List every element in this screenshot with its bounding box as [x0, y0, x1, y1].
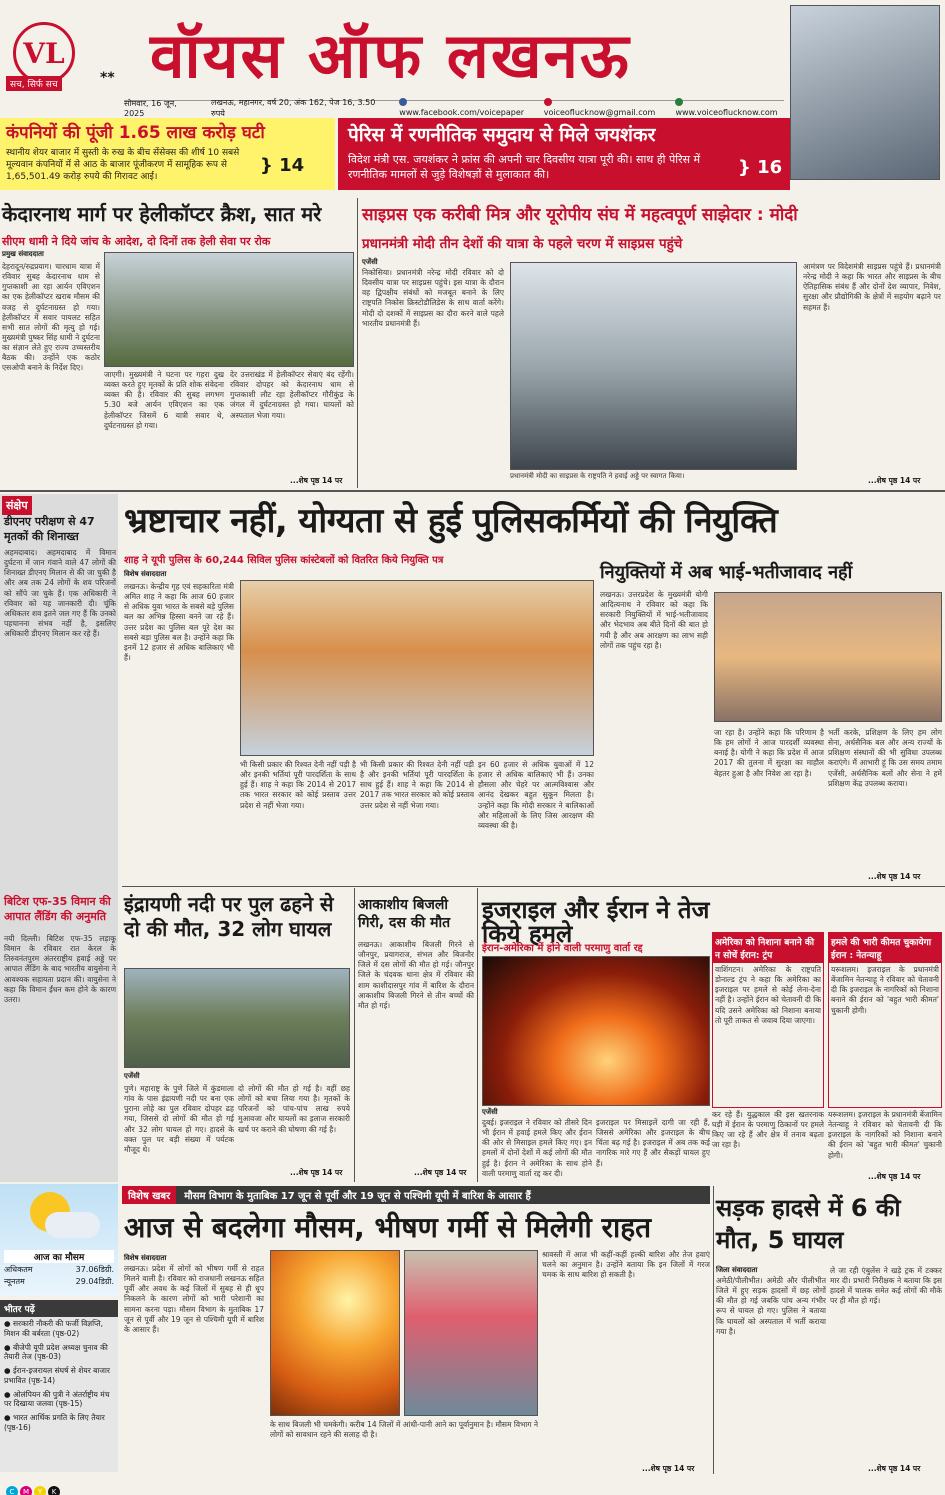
facebook-link[interactable]: www.facebook.com/voicepaper [399, 98, 529, 117]
weather-title: आज का मौसम [4, 1250, 114, 1263]
facebook-icon [399, 98, 407, 106]
byline: एजेंसी [362, 258, 378, 266]
photo-caption: प्रधानमंत्री मोदी का साइप्रस के राष्ट्रपति ने हवाई अड्डे पर स्वागत किया। [510, 472, 685, 480]
newspaper-title: वॉयस ऑफ लखनऊ [150, 19, 631, 92]
story-bridge-text-2: दो लोगों की मौत हो गई है। वहीं छह लोगों को बचा लिया गया है। मृतकों के परिजनों को पांच-पांच लाख रुपये मुआवजा और घायलों का इलाज सरकारी खर्च पर कराने की घोषणा की गई है। [238, 1084, 350, 1134]
footer [0, 1476, 945, 1495]
inside-pages-box [0, 1300, 118, 1472]
f35-text: नयी दिल्ली। बिटिश एफ-35 लड़ाकू विमान के रविवार रात केरल के तिरुवनंतपुरम अंतरराष्ट्रीय हवाई अड्डे पर आपात लैंडिंग के बाद भारतीय वायुसेना ने आवश्यक सहायता प्रदान की। वायुसेना ने कहा कि विमान ईंधन कम होने के कारण उतरा। [4, 934, 116, 1004]
sidebar-label: संक्षेप [2, 496, 32, 515]
cmyk-m: M [20, 1486, 32, 1495]
weather-strip [122, 1186, 710, 1204]
story-police-text: लखनऊ। केन्द्रीय गृह एवं सहकारिता मंत्री अमित शाह ने कहा कि आज 60 हजार से अधिक युवा भारत के सबसे बड़े पुलिस बल का अभिन्न हिस्सा बनने जा रहे हैं। उत्तर प्रदेश का पुलिस बल पूरे देश का सबसे बड़ा पुलिस बल है। उन्होंने कहा कि इनमें 12 हजार से अधिक बालिकाएं भी हैं। [124, 582, 234, 662]
story-kedarnath-text-3: देर उत्तराखंड में हेलीकॉप्टर सेवाएं बंद रहेंगी। रविवार दोपहर को केदारनाथ धाम से गुप्तकाशी लौट रहा हेलीकॉप्टर गौरीकुंड के जंगल में दुर्घटनाग्रस्त हो गया। घायलों को अस्पताल भेजा गया। [230, 370, 354, 420]
list-item[interactable]: ● बीजेपी यूपी प्रदेश अध्यक्ष चुनाव की तैयारी तेज (पृष्ठ-03) [4, 1342, 108, 1362]
story-police-text-3: इन 60 हजार से अधिक युवाओं में 12 हजार से अधिक बालिकाएं भी हैं। उनका हौसला और चेहरे पर आत्मविश्वास और आनंद देखकर बहुत सुकून मिलता है। उन्होंने कहा कि मोदी सरकार ने बालिकाओं और महिलाओं के लिए जिस आरक्षण की व्यवस्था की है। [478, 760, 594, 830]
story-kedarnath-text: देहरादून/रुद्रप्रयाग। चारधाम यात्रा में रविवार सुबह केदारनाथ धाम से गुप्तकाशी आ रहा आर्यन एविएशन का एक हेलीकॉप्टर खराब मौसम की वजह से दुर्घटनाग्रस्त हो गया। हेलीकॉप्टर में सवार पायलट सहित सभी सात लोगों की मृत्यु हो गई। मुख्यमंत्री पुष्कर सिंह धामी ने दुर्घटना का संज्ञान लेते हुए राज्य उच्चस्तरीय बैठक की। उन्होंने एक कठोर एसओपी बनाने के निर्देश दिए। [2, 262, 100, 373]
teaser-text: विदेश मंत्री एस. जयशंकर ने फ्रांस की अपनी चार दिवसीय यात्रा पूरी की। साथ ही पेरिस में रणनीतिक मामलों से जुड़े विशेषज्ञों से मुलाकात की। [348, 153, 701, 182]
netanyahu-box [828, 932, 942, 1108]
story-weather-text-3: श्रावस्ती में आज भी कहीं-कहीं हल्की बारिश और तेज हवाएं चलने का अनुमान है। उन्होंने बताया कि इन जिलों में गरज चमक के साथ बारिश हो सकती है। [542, 1250, 710, 1280]
story-bridge-text: पुणे। महाराष्ट्र के पुणे जिले में कुंडमाला गांव के पास इंद्रायणी नदी पर बना एक पुराना लोहे का पुल रविवार दोपहर ढह गया, जिससे दो लोगों की मौत हो गई और 32 लोग घायल हो गए। हादसे के वक्त पुल पर बड़ी संख्या में पर्यटक मौजूद थे। [124, 1084, 234, 1154]
story-accident-text: अमेठी/पीलीभीत। अमेठी और पीलीभीत जिले में हुए सड़क हादसों में छह लोगों की मौत हो गई जबकि पांच अन्य गंभीर रूप से घायल हो गए। पुलिस ने बताया कि घायलों को अस्पताल में भर्ती कराया गया है। [716, 1276, 826, 1336]
byline: विशेष संवाददाता [124, 570, 167, 578]
cmyk-y: Y [34, 1486, 46, 1495]
netanyahu-headline[interactable]: हमले की भारी कीमत चुकायेगा ईरान : नेतन्याहू [829, 933, 941, 963]
dateline [124, 97, 784, 118]
trump-headline[interactable]: अमेरिका को निशाना बनाने की न सोचें ईरान: ट्रंप [713, 933, 823, 963]
max-temp-row: अधिकतम 37.06डिग्री. [4, 1265, 114, 1274]
f35-headline[interactable]: बिटिश एफ-35 विमान की आपात लैंडिंग की अनुमति [4, 895, 111, 923]
netanyahu-text: यरूशलम। इजराइल के प्रधानमंत्री बेंजामिन नेतन्याहू ने रविवार को चेतावनी दी कि इजराइल के नागरिकों को निशाना बनाने की ईरान को 'बहुत भारी कीमत' चुकानी होगी। [831, 965, 939, 1015]
story-israel-iran-subhead: ईरान-अमेरिका में होने वाली परमाणु वार्ता रद्द [482, 943, 643, 954]
continued-link[interactable]: ...शेष पृष्ठ 14 पर [414, 1168, 467, 1177]
story-accident-headline[interactable]: सड़क हादसे में 6 की मौत, 5 घायल [716, 1194, 901, 1255]
cmyk-c: C [6, 1486, 18, 1495]
continued-link[interactable]: ...शेष पृष्ठ 14 पर [868, 476, 921, 485]
story-police-text-4: लखनऊ। उत्तरप्रदेश के मुख्यमंत्री योगी आदित्यनाथ ने रविवार को कहा कि सरकारी नियुक्तियों में भाई-भतीजावाद और भेदभाव अब बीते दिनों की बात हो गयी है और अब आरक्षण का लाभ सही लोगों तक पहुंच रहा है। [600, 590, 708, 650]
section-divider [0, 490, 945, 492]
story-weather-headline[interactable]: आज से बदलेगा मौसम, भीषण गर्मी से मिलेगी राहत [124, 1211, 652, 1244]
story-kedarnath-text-2: जाएगी। मुख्यमंत्री ने घटना पर गहरा दुख व्यक्त करते हुए मृतकों के प्रति शोक संवेदना व्यक्त की है। रविवार की सुबह लगभग 5.30 बजे आर्यन एविएशन का एक हेलीकॉप्टर जिसमें 6 यात्री सवार थे, दुर्घटनाग्रस्त हो गया। [104, 370, 224, 430]
dna-text: अहमदाबाद। अहमदाबाद में विमान दुर्घटना में जान गंवाने वाले 47 लोगों की शिनाख्त डीएनए मिलान से की जा चुकी है और अब तक 24 लोगों के शव परिजनों को सौंपे जा चुके हैं। एक अधिकारी ने रविवार को यह जानकारी दी। चूंकि अधिकतर शव इतने जल गए हैं कि उनको पहचानना संभव नहीं है, इसलिए अधिकारी डीएनए मिलान कर रहे हैं। [4, 548, 116, 638]
heat-people-photo [404, 1250, 538, 1416]
top-right-teaser[interactable] [338, 118, 790, 190]
amit-shah-event-photo [240, 580, 594, 756]
story-kedarnath-headline[interactable]: केदारनाथ मार्ग पर हेलीकॉप्टर क्रैश, सात मरे [2, 202, 322, 226]
strip-label: विशेष खबर [122, 1186, 176, 1204]
list-item[interactable]: ● भारत आर्थिक प्रगति के लिए तैयार (पृष्ठ-16) [4, 1413, 105, 1432]
story-weather-text: लखनऊ। प्रदेश में लोगों को भीषण गर्मी से राहत मिलने वाली है। रविवार को राजधानी लखनऊ सहित पूर्वी और अवध के कई जिलों में सुबह से ही धूप निकलने के कारण लोगों को भारी परेशानी का सामना करना पड़ा। मौसम विभाग के मुताबिक 17 जून से पूर्वी और 19 जून से पश्चिमी यूपी में बारिश के आसार हैं। [124, 1264, 264, 1334]
teaser-page: } 16 [738, 156, 783, 178]
helicopter-crash-photo [104, 252, 354, 367]
cloud-icon [45, 1212, 100, 1238]
teaser-headline: कंपनियों की पूंजी 1.65 लाख करोड़ घटी [6, 123, 265, 143]
continued-link[interactable]: ...शेष पृष्ठ 14 पर [868, 1172, 921, 1181]
continued-link[interactable]: ...शेष पृष्ठ 14 पर [868, 872, 921, 881]
story-cyprus-text-2: आमंत्रण पर विदेशमंत्री साइप्रस पहुंचे हैं। प्रधानमंत्री नरेन्द्र मोदी ने कहा कि भारत और साइप्रस के बीच ऐतिहासिक संबंध हैं और दोनों देश व्यापार, निवेश, सुरक्षा और प्रौद्योगिकी के क्षेत्रों में सहयोग बढ़ाने पर सहमत हैं। [803, 262, 941, 312]
story-accident-text-2: ले जा रही एंबुलेंस ने खड़े ट्रक में टक्कर मार दी। प्रभारी निरीक्षक ने बताया कि इस हादसे में चालक समेत कई लोगों की मौके पर ही मौत हो गई। [830, 1266, 942, 1306]
top-left-teaser[interactable] [0, 118, 335, 190]
website-link[interactable]: www.voiceoflucknow.com [675, 98, 784, 117]
story-israel-iran-text-3: कर रहे हैं। युद्धकाल की इस खतरनाक घड़ी में ईरान के परमाणु ठिकानों पर हमले किए जा रहे हैं और क्षेत्र में तनाव बढ़ता जा रहा है। [712, 1110, 824, 1150]
cmyk-marks [0, 1476, 945, 1495]
globe-icon [675, 98, 683, 106]
story-police-headline[interactable]: भ्रष्टाचार नहीं, योग्यता से हुई पुलिसकर्मियों की नियुक्ति [124, 501, 778, 541]
edition-info: लखनऊ, महानगर, वर्ष 20, अंक 162, पेज 16, 3.50 रुपये [210, 97, 376, 118]
inside-list [0, 1317, 118, 1439]
list-item[interactable]: ● ओलंपियन की पुत्री ने अंतर्राष्ट्रीय मंच पर दिखाया जलवा (पृष्ठ-15) [4, 1389, 110, 1409]
jaishankar-photo [790, 5, 940, 180]
byline: एजेंसी [124, 1072, 140, 1080]
story-police-text-6: भर्ती करके, प्रशिक्षण के लिए हम लोग सेना, अर्धसैनिक बल और अन्य राज्यों के प्रशिक्षण संस्थानों की भी सुविधा उपलब्ध कराएंगे। मैं आभारी हूं कि उस समय तमाम एजेंसी, अर्धसैनिक बलों और सेना ने हमें प्रशिक्षण केंद्र उपलब्ध कराया। [828, 728, 942, 788]
tagline: सच, सिर्फ सच [6, 76, 62, 91]
story-bridge-headline[interactable]: इंद्रायणी नदी पर पुल ढहने से दो की मौत, 32 लोग घायल [124, 892, 334, 941]
dna-headline[interactable]: डीएनए परीक्षण से 47 मृतकों की शिनाख्त [4, 515, 95, 543]
column-divider [354, 888, 355, 1182]
email-link[interactable]: voiceoflucknow@gmail.com [544, 98, 662, 117]
byline: जिला संवाददाता [716, 1266, 758, 1274]
missile-strike-fire-photo [482, 956, 710, 1106]
story-police-subhead: शाह ने यूपी पुलिस के 60,244 सिविल पुलिस कांस्टेबलों को वितरित किये नियुक्ति पत्र [124, 555, 444, 566]
email-icon [544, 98, 552, 106]
story-cyprus-text: निकोसिया। प्रधानमंत्री नरेन्द्र मोदी रविवार को दो दिवसीय यात्रा पर साइप्रस पहुंचे। इस यात्रा के दौरान वह द्विपक्षीय संबंधों को मजबूत बनाने के लिए राष्ट्रपति निकोस क्रिस्टोडौलिडेस के साथ वार्ता करेंगे। मोदी दो दशकों में साइप्रस का दौरा करने वाले पहले भारतीय प्रधानमंत्री हैं। [362, 268, 504, 328]
continued-link[interactable]: ...शेष पृष्ठ 14 पर [290, 476, 343, 485]
min-temp-row: न्यूनतम 29.04डिग्री. [4, 1277, 114, 1286]
sun-heat-photo [270, 1250, 400, 1416]
logo-mark: VL [13, 22, 75, 84]
teaser-text: स्थानीय शेयर बाजार में सुस्ती के रुख के बीच सेंसेक्स की शीर्ष 10 सबसे मूल्यवान कंपनियों में से आठ के बाजार पूंजीकरण में सामूहिक रूप से 1,65,501.49 करोड़ रुपये की गिरावट आई। [6, 148, 240, 183]
story-lightning-headline[interactable]: आकाशीय बिजली गिरी, दस की मौत [358, 897, 451, 932]
weather-box [0, 1184, 118, 1296]
yogi-event-photo [714, 592, 942, 722]
story-police-text-2: भी किसी प्रकार की रिश्वत देनी नहीं पड़ी है और इनकी भर्तियां पूरी पारदर्शिता के साथ हुई हैं। शाह ने कहा कि 2014 से 2017 तक भारत सरकार को कोई प्रस्ताव उत्तर प्रदेश से नहीं भेजा गया। [240, 760, 356, 810]
trump-text: वाशिंगटन। अमेरिका के राष्ट्रपति डोनाल्ड ट्रंप ने कहा कि अमेरिका का इजराइल पर हमले से कोई लेना-देना नहीं है। उन्होंने ईरान को चेतावनी दी कि यदि उसने अमेरिका को निशाना बनाया तो पूरी ताकत से जवाब दिया जाएगा। [715, 965, 821, 1025]
netanyahu-text-2: यरूशलम। इजराइल के प्रधानमंत्री बेंजामिन नेतन्याहू ने रविवार को चेतावनी दी कि इजराइल के नागरिकों को निशाना बनाने की ईरान को 'बहुत भारी कीमत' चुकानी होगी। [828, 1110, 942, 1160]
byline: प्रमुख संवाददाता [2, 250, 44, 258]
teaser-headline: पेरिस में रणनीतिक समुदाय से मिले जयशंकर [348, 124, 656, 146]
column-divider [477, 888, 478, 1182]
list-item[interactable]: ● ईरान-इजरायल संघर्ष से शेयर बाजार प्रभावित (पृष्ठ-14) [4, 1366, 110, 1385]
continued-link[interactable]: ...शेष पृष्ठ 14 पर [642, 1464, 695, 1473]
bridge-collapse-photo [124, 968, 350, 1068]
byline: विशेष संवाददाता [124, 1254, 167, 1262]
story-lightning-text: लखनऊ। आकाशीय बिजली गिरने से जौनपुर, प्रयागराज, संभल और बिजनौर जिले में दस लोगों की मौत हो गई। जौनपुर जिले के चंदवक थाना क्षेत्र में रविवार की शाम काशीदासपुर गांव में बारिश के दौरान आकाशीय बिजली गिरने से तीन बच्चों की मौत हो गई। [358, 940, 474, 1010]
edition-stars: ** [100, 70, 115, 86]
cmyk-k: K [48, 1486, 60, 1495]
story-cyprus-subhead: प्रधानमंत्री मोदी तीन देशों की यात्रा के पहले चरण में साइप्रस पहुंचे [362, 236, 683, 252]
inside-title: भीतर पढ़ें [0, 1300, 118, 1317]
list-item[interactable]: ● सरकारी नौकरी की फर्जी विज्ञप्ति, मिशन की बर्बरता (पृष्ठ-02) [4, 1319, 104, 1338]
story-weather-text-2: के साथ बिजली भी चमकेगी। करीब 14 जिलों में आंधी-पानी आने का पूर्वानुमान है। मौसम विभाग ने लोगों को सावधान रहने की सलाह दी है। [270, 1420, 538, 1440]
continued-link[interactable]: ...शेष पृष्ठ 14 पर [290, 1168, 343, 1177]
byline: एजेंसी [482, 1108, 498, 1116]
story-israel-iran-text-2: इजराइल पर मिसाइलें दागी जा रही हैं, जिससे अमेरिका और इजराइल के बीच चिंता बढ़ गई है। इजराइल में अब तक कई नागरिक मारे गए हैं और सैकड़ों घायल हुए हैं। [596, 1118, 710, 1168]
story-police-text-2b: भी किसी प्रकार की रिश्वत देनी नहीं पड़ी है और इनकी भर्तियां पूरी पारदर्शिता के साथ हुई हैं। शाह ने कहा कि 2014 से 2017 तक भारत सरकार को कोई प्रस्ताव उत्तर प्रदेश से नहीं भेजा गया। [360, 760, 474, 810]
story-cyprus-headline[interactable]: साइप्रस एक करीबी मित्र और यूरोपीय संघ में महत्वपूर्ण साझेदार : मोदी [362, 205, 798, 225]
story-israel-iran-text: दुबई। इजराइल ने रविवार को तीसरे दिन भी ईरान में हवाई हमले किए और ईरान की ओर से मिसाइल हमले किए गए। इन हमलों में दोनों देशों में कई लोगों की मौत हुई है। ईरान ने अमेरिका के साथ होने वाली परमाणु वार्ता रद्द कर दी। [482, 1118, 592, 1178]
strip-text: मौसम विभाग के मुताबिक 17 जून से पूर्वी और 19 जून से पश्चिमी यूपी में बारिश के आसार हैं [184, 1191, 531, 1202]
section-divider [122, 886, 945, 887]
story-police-subhead-2: नियुक्तियों में अब भाई-भतीजावाद नहीं [600, 562, 853, 583]
trump-box [712, 932, 824, 1108]
column-divider [713, 1186, 714, 1474]
issue-date: सोमवार, 16 जून, 2025 [124, 98, 177, 118]
story-police-text-5: जा रहा है। उन्होंने कहा कि परिणाम है कि हम लोगों ने आज पारदर्शी व्यवस्था बनाई है। योगी ने कहा कि प्रदेश में आज 2017 की तुलना में सुरक्षा का माहौल बेहतर हुआ है और निवेश आ रहा है। [714, 728, 824, 778]
continued-link[interactable]: ...शेष पृष्ठ 14 पर [868, 1464, 921, 1473]
modi-cyprus-photo [510, 262, 797, 470]
teaser-page: } 14 [260, 154, 305, 176]
newspaper-logo[interactable] [8, 22, 80, 84]
column-divider [357, 198, 358, 488]
story-israel-iran-headline[interactable]: इजराइल और ईरान ने तेज किये हमले [482, 896, 710, 948]
story-kedarnath-subhead: सीएम धामी ने दिये जांच के आदेश, दो दिनों तक हेली सेवा पर रोक [2, 235, 271, 248]
